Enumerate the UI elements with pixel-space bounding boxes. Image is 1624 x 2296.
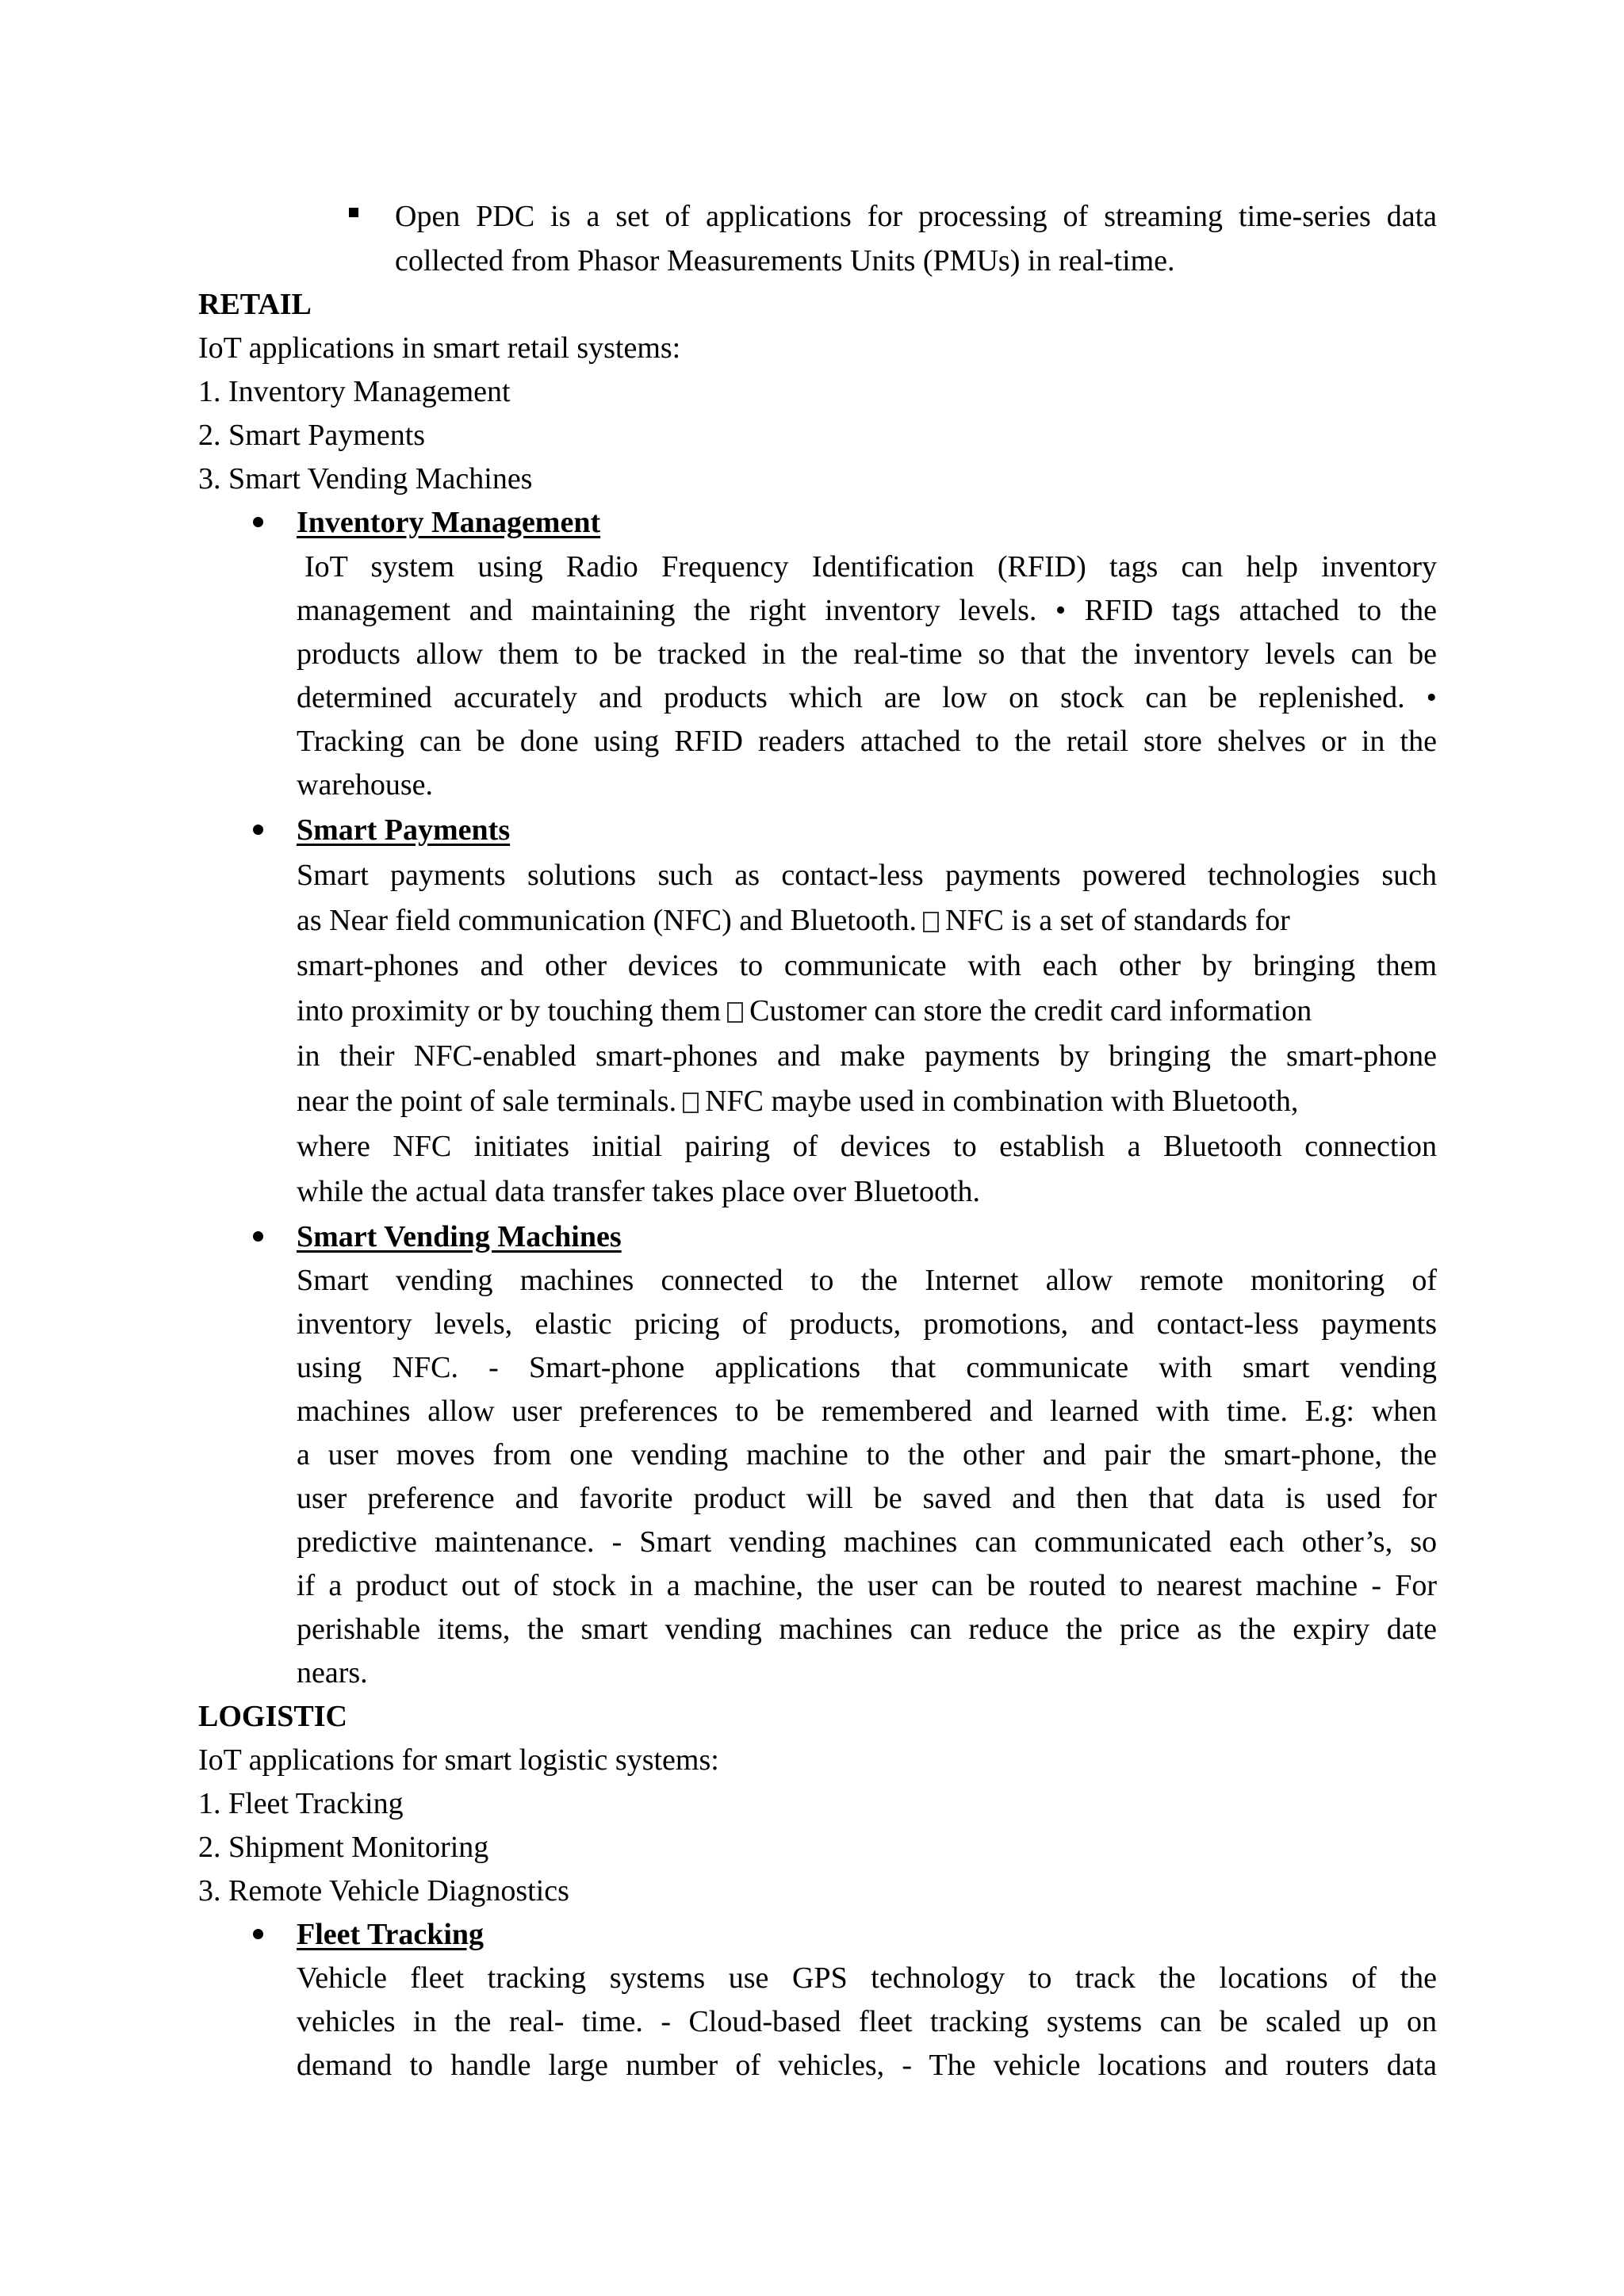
body-line: Tracking can be done using RFID readers attached to the retail store shelves or in the: [297, 725, 1437, 758]
list-item: 1. Inventory Management: [198, 375, 511, 408]
body-line: nears.: [297, 1656, 368, 1689]
body-line: warehouse.: [297, 768, 433, 802]
body-line: Vehicle fleet tracking systems use GPS technology to track the locations of the: [297, 1961, 1437, 1995]
body-text: Customer can store the credit card information: [749, 994, 1312, 1027]
body-text: near the point of sale terminals.: [297, 1085, 677, 1118]
body-line: Smart payments solutions such as contact-less payments powered technologies such: [297, 859, 1437, 892]
list-item: 1. Fleet Tracking: [198, 1787, 404, 1820]
section-intro: IoT applications in smart retail systems:: [198, 331, 681, 365]
body-line: perishable items, the smart vending machines can reduce the price as the expiry date: [297, 1613, 1437, 1646]
list-item: 2. Smart Payments: [198, 419, 426, 452]
missing-glyph-icon: [727, 1002, 743, 1023]
body-line: inventory levels, elastic pricing of products, promotions, and contact-less payments: [297, 1307, 1437, 1341]
body-line: IoT system using Radio Frequency Identification (RFID) tags can help inventory: [304, 550, 1437, 584]
body-line: management and maintaining the right inventory levels. • RFID tags attached to the: [297, 594, 1437, 627]
subsection-title: Inventory Management: [297, 506, 601, 539]
body-line: machines allow user preferences to be remembered and learned with time. E.g: when: [297, 1395, 1437, 1428]
bullet-icon: [253, 1929, 263, 1939]
body-line: [297, 996, 1312, 1026]
body-line: using NFC. - Smart-phone applications that communicate with smart vending: [297, 1351, 1437, 1384]
subsection-title: Fleet Tracking: [297, 1918, 485, 1951]
list-item: 2. Shipment Monitoring: [198, 1831, 489, 1864]
body-line: if a product out of stock in a machine, the user can be routed to nearest machine - For: [297, 1569, 1437, 1602]
body-line: smart-phones and other devices to communicate with each other by bringing them: [297, 949, 1437, 982]
body-text: into proximity or by touching them: [297, 994, 722, 1027]
missing-glyph-icon: [683, 1093, 699, 1113]
body-line: demand to handle large number of vehicles, - The vehicle locations and routers data: [297, 2049, 1437, 2082]
subsection-title: Smart Payments: [297, 813, 511, 847]
missing-glyph-icon: [923, 912, 939, 932]
body-line: in their NFC-enabled smart-phones and make payments by bringing the smart-phone: [297, 1039, 1437, 1073]
body-line: where NFC initiates initial pairing of devices to establish a Bluetooth connection: [297, 1130, 1437, 1163]
body-line: while the actual data transfer takes place over Bluetooth.: [297, 1175, 981, 1208]
bullet-icon: [253, 517, 263, 527]
square-bullet-icon: [349, 208, 358, 217]
body-line: determined accurately and products which are low on stock can be replenished. •: [297, 681, 1437, 714]
body-line: [297, 905, 1290, 936]
section-heading-retail: RETAIL: [198, 288, 312, 321]
body-text: NFC is a set of standards for: [945, 904, 1290, 937]
body-line: collected from Phasor Measurements Units (PMUs) in real-time.: [395, 244, 1175, 277]
body-line: [297, 1086, 1298, 1116]
body-line: a user moves from one vending machine to the other and pair the smart-phone, the: [297, 1438, 1437, 1471]
body-line: Open PDC is a set of applications for processing of streaming time-series data: [395, 200, 1437, 233]
list-item: 3. Remote Vehicle Diagnostics: [198, 1874, 569, 1908]
body-line: products allow them to be tracked in the real-time so that the inventory levels can be: [297, 637, 1437, 671]
body-line: predictive maintenance. - Smart vending machines can communicated each other’s, so: [297, 1525, 1437, 1559]
body-line: Smart vending machines connected to the Internet allow remote monitoring of: [297, 1264, 1437, 1297]
body-text: as Near field communication (NFC) and Bluetooth.: [297, 904, 917, 937]
section-intro: IoT applications for smart logistic systems:: [198, 1743, 719, 1777]
body-text: NFC maybe used in combination with Bluetooth,: [705, 1085, 1299, 1118]
body-line: vehicles in the real- time. - Cloud-based fleet tracking systems can be scaled up on: [297, 2005, 1437, 2038]
section-heading-logistic: LOGISTIC: [198, 1700, 347, 1733]
subsection-title: Smart Vending Machines: [297, 1220, 622, 1253]
body-line: user preference and favorite product will be saved and then that data is used for: [297, 1482, 1437, 1515]
bullet-icon: [253, 825, 263, 835]
list-item: 3. Smart Vending Machines: [198, 462, 533, 496]
bullet-icon: [253, 1231, 263, 1242]
